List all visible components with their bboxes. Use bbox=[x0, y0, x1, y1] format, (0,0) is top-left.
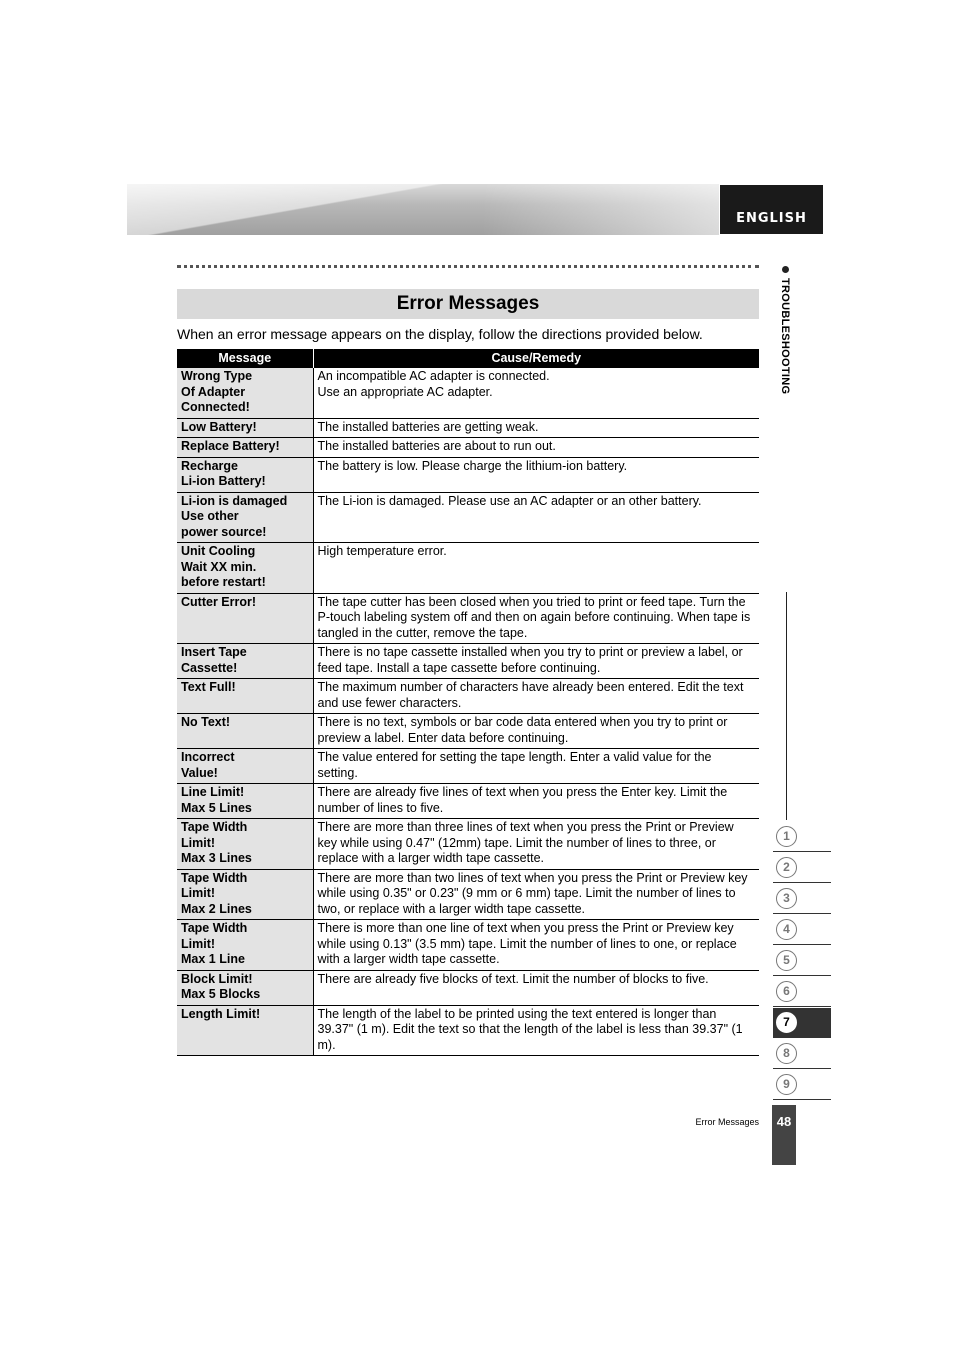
cause-remedy-cell: High temperature error. bbox=[313, 543, 759, 594]
error-message-cell: Cutter Error! bbox=[177, 593, 313, 644]
cause-remedy-cell: There is more than one line of text when you press the Print or Preview key while using 0.13" (3.5 mm) tape. Limit the number of lines to one, or replace with a larger width tape cassette. bbox=[313, 920, 759, 971]
cause-remedy-cell: There are already five blocks of text. Limit the number of blocks to five. bbox=[313, 970, 759, 1005]
table-row bbox=[177, 920, 759, 971]
table-row bbox=[177, 593, 759, 644]
table-row bbox=[177, 784, 759, 819]
chapter-tab-2[interactable] bbox=[773, 853, 831, 883]
table-row bbox=[177, 543, 759, 594]
error-message-cell: Tape Width Limit! Max 3 Lines bbox=[177, 819, 313, 870]
cause-remedy-cell: The battery is low. Please charge the lithium-ion battery. bbox=[313, 457, 759, 492]
column-header-cause: Cause/Remedy bbox=[313, 349, 759, 368]
chapter-tab-9[interactable] bbox=[773, 1070, 831, 1100]
cause-remedy-cell: The installed batteries are about to run out. bbox=[313, 438, 759, 458]
error-message-cell: Block Limit! Max 5 Blocks bbox=[177, 970, 313, 1005]
table-row bbox=[177, 679, 759, 714]
table-row bbox=[177, 714, 759, 749]
table-row bbox=[177, 644, 759, 679]
chapter-tab-8[interactable] bbox=[773, 1039, 831, 1069]
chapter-number-icon: 5 bbox=[776, 950, 797, 971]
section-title: Error Messages bbox=[177, 289, 759, 319]
cause-remedy-cell: The value entered for setting the tape length. Enter a valid value for the setting. bbox=[313, 749, 759, 784]
error-message-cell: Tape Width Limit! Max 2 Lines bbox=[177, 869, 313, 920]
chapter-nav bbox=[773, 822, 831, 1101]
column-header-message: Message bbox=[177, 349, 313, 368]
footer-label: Error Messages bbox=[695, 1117, 759, 1127]
intro-text: When an error message appears on the display, follow the directions provided below. bbox=[177, 326, 703, 342]
table-header-row bbox=[177, 349, 759, 368]
chapter-tab-7[interactable] bbox=[773, 1008, 831, 1038]
header-swoosh bbox=[127, 184, 719, 235]
error-message-cell: Length Limit! bbox=[177, 1005, 313, 1056]
cause-remedy-cell: There are more than two lines of text when you press the Print or Preview key while using 0.35" or 0.23" (9 mm or 6 mm) tape. Limit the number of lines to two, or replace with a larger width tape cassette. bbox=[313, 869, 759, 920]
error-message-cell: Insert Tape Cassette! bbox=[177, 644, 313, 679]
chapter-number-icon: 9 bbox=[776, 1074, 797, 1095]
cause-remedy-cell: There are already five lines of text when you press the Enter key. Limit the number of lines to five. bbox=[313, 784, 759, 819]
table-row bbox=[177, 368, 759, 418]
header-band bbox=[127, 184, 719, 235]
error-message-cell: Li-ion is damaged Use other power source! bbox=[177, 492, 313, 543]
dotted-divider bbox=[177, 265, 759, 268]
cause-remedy-cell: The Li-ion is damaged. Please use an AC adapter or an other battery. bbox=[313, 492, 759, 543]
chapter-tab-4[interactable] bbox=[773, 915, 831, 945]
chapter-tab-3[interactable] bbox=[773, 884, 831, 914]
cause-remedy-cell: The tape cutter has been closed when you tried to print or feed tape. Turn the P-touch labeling system off and then on again before continuing. When tape is tangled in the cutter, remove the tape. bbox=[313, 593, 759, 644]
table-row bbox=[177, 819, 759, 870]
error-message-cell: Incorrect Value! bbox=[177, 749, 313, 784]
cause-remedy-cell: There is no text, symbols or bar code data entered when you try to print or preview a label. Enter data before continuing. bbox=[313, 714, 759, 749]
error-message-cell: Low Battery! bbox=[177, 418, 313, 438]
chapter-tab-1[interactable] bbox=[773, 822, 831, 852]
cause-remedy-cell: An incompatible AC adapter is connected. Use an appropriate AC adapter. bbox=[313, 368, 759, 418]
table-row bbox=[177, 869, 759, 920]
cause-remedy-cell: The length of the label to be printed using the text entered is longer than 39.37" (1 m). Edit the text so that the length of the label is less than 39.37" (1 m). bbox=[313, 1005, 759, 1056]
chapter-number-icon: 3 bbox=[776, 888, 797, 909]
error-message-cell: Replace Battery! bbox=[177, 438, 313, 458]
cause-remedy-cell: The maximum number of characters have already been entered. Edit the text and use fewer characters. bbox=[313, 679, 759, 714]
cause-remedy-cell: There are more than three lines of text when you press the Print or Preview key while using 0.47" (12mm) tape. Limit the number of lines to three, or replace with a larger width tape cassette. bbox=[313, 819, 759, 870]
error-message-cell: Unit Cooling Wait XX min. before restart! bbox=[177, 543, 313, 594]
section-side-tab bbox=[780, 266, 794, 416]
table-row bbox=[177, 492, 759, 543]
chapter-number-icon: 2 bbox=[776, 857, 797, 878]
table-row bbox=[177, 418, 759, 438]
table-row bbox=[177, 749, 759, 784]
cause-remedy-cell: The installed batteries are getting weak. bbox=[313, 418, 759, 438]
page-number: 48 bbox=[772, 1105, 796, 1165]
chapter-number-icon: 4 bbox=[776, 919, 797, 940]
error-message-cell: Wrong Type Of Adapter Connected! bbox=[177, 368, 313, 418]
chapter-number-icon: 7 bbox=[776, 1012, 797, 1033]
chapter-tab-6[interactable] bbox=[773, 977, 831, 1007]
chapter-nav-rule bbox=[786, 592, 787, 820]
error-message-cell: No Text! bbox=[177, 714, 313, 749]
chapter-number-icon: 8 bbox=[776, 1043, 797, 1064]
error-message-cell: Tape Width Limit! Max 1 Line bbox=[177, 920, 313, 971]
chapter-tab-5[interactable] bbox=[773, 946, 831, 976]
language-label: ENGLISH bbox=[720, 185, 823, 234]
table-row bbox=[177, 457, 759, 492]
error-message-cell: Text Full! bbox=[177, 679, 313, 714]
cause-remedy-cell: There is no tape cassette installed when you try to print or preview a label, or feed tape. Install a tape cassette before continuing. bbox=[313, 644, 759, 679]
chapter-number-icon: 1 bbox=[776, 826, 797, 847]
table-row bbox=[177, 970, 759, 1005]
error-message-cell: Line Limit! Max 5 Lines bbox=[177, 784, 313, 819]
bullet-icon bbox=[782, 266, 789, 273]
table-row bbox=[177, 438, 759, 458]
table-row bbox=[177, 1005, 759, 1056]
chapter-number-icon: 6 bbox=[776, 981, 797, 1002]
error-messages-table bbox=[177, 349, 759, 1056]
error-message-cell: Recharge Li-ion Battery! bbox=[177, 457, 313, 492]
side-tab-label: TROUBLESHOOTING bbox=[779, 278, 791, 395]
